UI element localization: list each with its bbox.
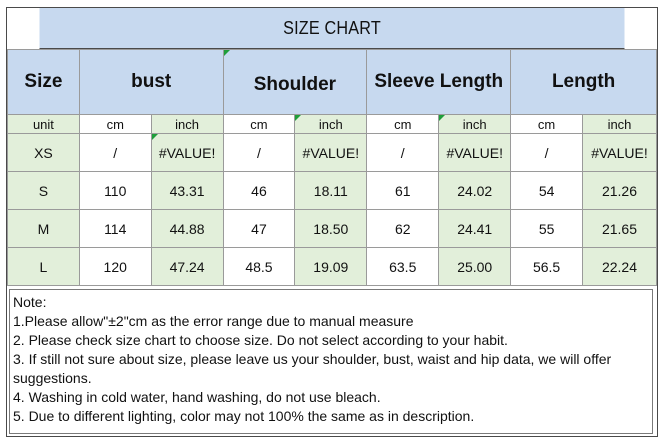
table-cell: 18.50	[295, 210, 367, 248]
table-cell: 54	[511, 172, 583, 210]
table-cell: 18.11	[295, 172, 367, 210]
header-bust: bust	[79, 50, 223, 115]
header-sleeve-length: Sleeve Length	[367, 50, 511, 115]
header-row	[8, 50, 657, 115]
note-line: 5. Due to different lighting, color may not 100% the same as in description.	[13, 408, 475, 424]
table-cell: 21.26	[583, 172, 657, 210]
table-cell: /	[223, 134, 295, 172]
table-row	[8, 134, 657, 172]
table-cell: #VALUE!	[295, 134, 367, 172]
unit-cell: inch	[295, 115, 367, 134]
note-line: 1.Please allow"±2"cm as the error range due to manual measure	[13, 313, 414, 329]
table-cell: 62	[367, 210, 439, 248]
size-cell: L	[8, 248, 80, 286]
table-cell: 47	[223, 210, 295, 248]
unit-cell: inch	[439, 115, 511, 134]
table-cell: /	[367, 134, 439, 172]
table-cell: 44.88	[151, 210, 223, 248]
unit-cell: cm	[79, 115, 151, 134]
table-cell: 21.65	[583, 210, 657, 248]
header-shoulder: Shoulder	[223, 50, 367, 115]
table-cell: 24.02	[439, 172, 511, 210]
table-cell: 25.00	[439, 248, 511, 286]
unit-cell: inch	[583, 115, 657, 134]
table-cell: #VALUE!	[151, 134, 223, 172]
table-cell: 55	[511, 210, 583, 248]
unit-cell: cm	[223, 115, 295, 134]
table-cell: 47.24	[151, 248, 223, 286]
size-table	[7, 49, 657, 286]
table-cell: 24.41	[439, 210, 511, 248]
table-row	[8, 172, 657, 210]
note-line: 2. Please check size chart to choose size. Do not select according to your habit.	[13, 332, 508, 348]
table-row	[8, 210, 657, 248]
table-cell: #VALUE!	[583, 134, 657, 172]
size-cell: S	[8, 172, 80, 210]
unit-cell: cm	[367, 115, 439, 134]
note-line: 3. If still not sure about size, please leave us your shoulder, bust, waist and hip data, we will offer suggestions.	[13, 351, 612, 386]
table-cell: 43.31	[151, 172, 223, 210]
size-chart-sheet	[6, 7, 658, 437]
unit-row	[8, 115, 657, 134]
notes-heading: Note:	[13, 294, 47, 310]
table-cell: 56.5	[511, 248, 583, 286]
unit-cell: cm	[511, 115, 583, 134]
unit-cell: inch	[151, 115, 223, 134]
table-cell: 46	[223, 172, 295, 210]
table-cell: /	[511, 134, 583, 172]
table-cell: 22.24	[583, 248, 657, 286]
table-cell: 114	[79, 210, 151, 248]
notes-box	[9, 289, 653, 434]
header-size: Size	[8, 50, 80, 115]
table-cell: 110	[79, 172, 151, 210]
table-cell: 120	[79, 248, 151, 286]
note-line: 4. Washing in cold water, hand washing, do not use bleach.	[13, 389, 381, 405]
size-cell: M	[8, 210, 80, 248]
header-length: Length	[511, 50, 657, 115]
chart-title: SIZE CHART	[40, 8, 625, 49]
unit-label: unit	[8, 115, 80, 134]
table-cell: 63.5	[367, 248, 439, 286]
table-row	[8, 248, 657, 286]
table-cell: 19.09	[295, 248, 367, 286]
table-cell: /	[79, 134, 151, 172]
table-cell: #VALUE!	[439, 134, 511, 172]
table-cell: 61	[367, 172, 439, 210]
table-cell: 48.5	[223, 248, 295, 286]
size-cell: XS	[8, 134, 80, 172]
